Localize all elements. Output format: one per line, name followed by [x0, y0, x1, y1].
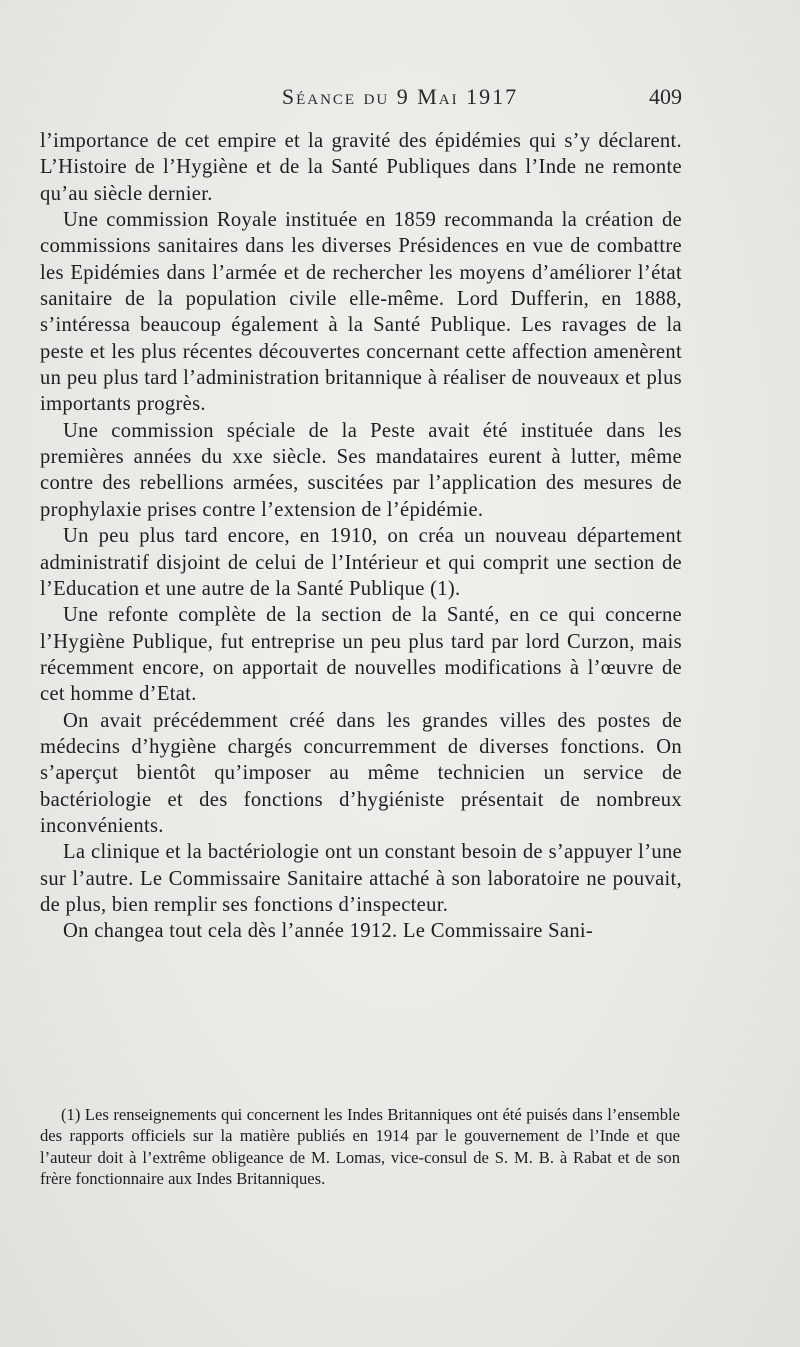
paragraph: l’importance de cet empire et la gravité des épidémies qui s’y déclarent. L’Histoire de l’Hygiène et de la Santé Publiques dans l’Inde ne remonte qu’au siècle dernier.: [40, 130, 682, 205]
footnotes: [40, 1104, 680, 1190]
paragraph: On avait précédemment créé dans les grandes villes des postes de médecins d’hygiène chargés concurremment de diverses fonctions. On s’aperçut bientôt qu’imposer au même technicien un service de bactériologie et des fonctions d’hygiéniste présentait de nombreux inconvénients.: [40, 709, 682, 837]
paragraph: Une commission Royale instituée en 1859 recommanda la création de commissions sanitaires dans les diverses Présidences en vue de combattre les Epidémies dans l’armée et de rechercher les moyens d’améliorer l’état sanitaire de la population civile elle-même. Lord Dufferin, en 1888, s’intéressa beaucoup également à la Santé Publique. Les ravages de la peste et les plus récentes découvertes concernant cette affection amenèrent un peu plus tard l’administration britannique à réaliser de nouveaux et plus importants progrès.: [40, 209, 682, 416]
paragraph: Une refonte complète de la section de la Santé, en ce qui concerne l’Hygiène Publique, fut entreprise un peu plus tard par lord Curzon, mais récemment encore, on apportait de nouvelles modifications à l’œuvre de cet homme d’Etat.: [40, 604, 682, 706]
paragraph: Un peu plus tard encore, en 1910, on créa un nouveau département administratif disjoint de celui de l’Intérieur et qui comprit une section de l’Education et une autre de la Santé Publique (1).: [40, 525, 682, 600]
footnote: (1) Les renseignements qui concernent les Indes Britanniques ont été puisés dans l’ensemble des rapports officiels sur la matière publiés en 1914 par le gouvernement de l’Inde et que l’auteur doit à l’extrême obligeance de M. Lomas, vice-consul de S. M. B. à Rabat et de son frère fonctionnaire aux Indes Britanniques.: [40, 1105, 680, 1189]
page-number: 409: [649, 84, 682, 109]
body-text: [40, 128, 682, 945]
running-head: [0, 84, 800, 114]
paragraph: On changea tout cela dès l’année 1912. Le Commissaire Sani-: [63, 920, 594, 943]
running-title: Séance du 9 Mai 1917: [281, 84, 519, 109]
paragraph: Une commission spéciale de la Peste avait été instituée dans les premières années du xxe siècle. Ses mandataires eurent à lutter, même contre des rebellions armées, suscitées par l’application des mesures de prophylaxie prises contre l’extension de l’épidémie.: [40, 419, 682, 521]
paragraph: La clinique et la bactériologie ont un constant besoin de s’appuyer l’une sur l’autre. Le Commissaire Sanitaire attaché à son laboratoire ne pouvait, de plus, bien remplir ses fonctions d’inspecteur.: [40, 841, 682, 916]
